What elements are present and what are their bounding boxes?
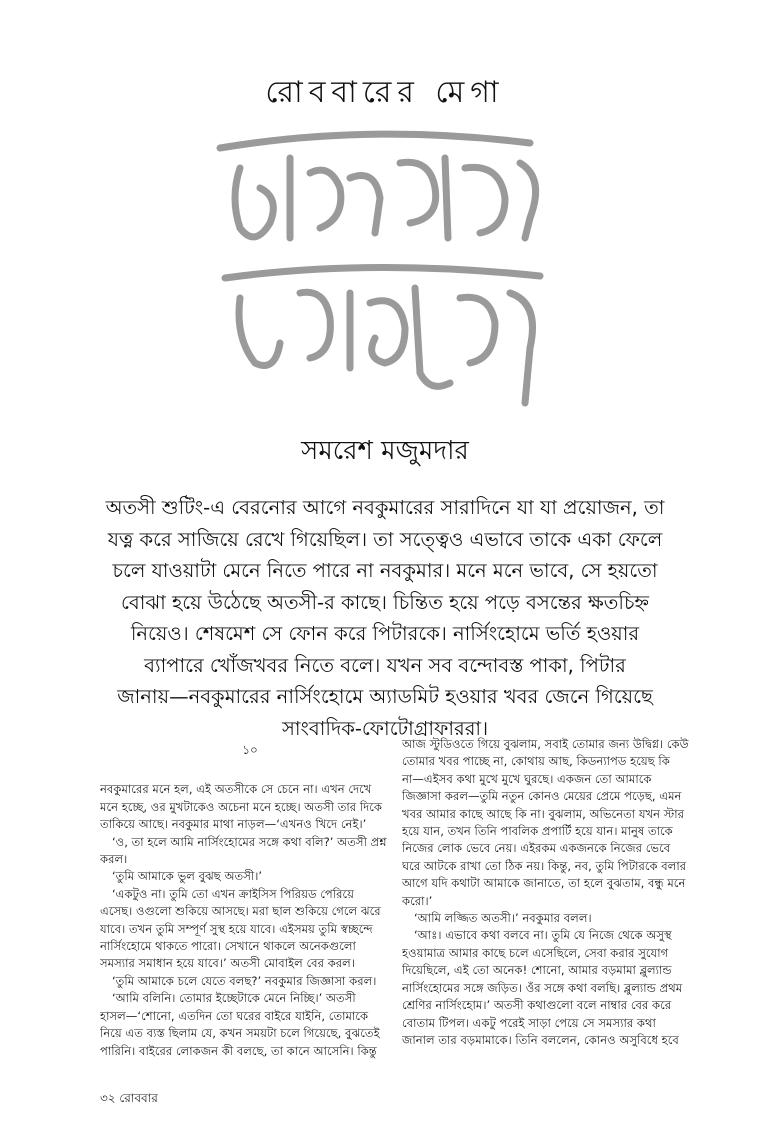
text-line: খবর আমার কাছে আছে কি না। বুঝলাম, অভিনেতা যখন স্টার [402, 806, 684, 821]
text-line: ‘আমি বলিনি। তোমার ইচ্ছেটাকে মেনে নিচ্ছি।’ অতসী [112, 991, 356, 1006]
text-line: ‘একটুও না। তুমি তো এখন ক্রাইসিস পিরিয়ড পেরিয়ে [112, 886, 354, 901]
text-line: ‘তুমি আমাকে চলে যেতে বলছ?’ নবকুমার জিজ্ঞাসা করল। [112, 973, 377, 988]
chapter-number: ১০ [242, 743, 258, 757]
text-line: করল। [100, 852, 128, 867]
text-line: না—এইসব কথা মুখে মুখে ঘুরছে। একজন তো আমাকে [402, 771, 652, 786]
text-line: ঘরে আটকে রাখা তো ঠিক নয়। কিন্তু, নব, তুমি পিটারকে বলার [402, 858, 687, 873]
text-line: হওয়ামাত্র আমার কাছে চলে এসেছিলে, সেবা করার সুযোগ [402, 945, 669, 960]
text-line: বোঝা হয়ে উঠেছে অতসী-র কাছে। চিন্তিত হয়ে পড়ে বসন্তের ক্ষতচিহ্ন [120, 590, 650, 614]
text-line: ‘ও, তা হলে আমি নার্সিংহোমের সঙ্গে কথা বলি?’ অতসী প্রশ্ন [112, 834, 387, 849]
right-column [402, 736, 702, 1049]
kicker: রোববারের মেগা [265, 75, 505, 110]
calligraphic-title-graphic [200, 118, 570, 418]
text-line: ‘আঃ। এভাবে কথা বলবে না। তুমি যে নিজে থেকে অসুস্থ [414, 928, 672, 943]
title-text [0, 200, 770, 201]
title-art [200, 118, 570, 418]
text-line: জানায়—নবকুমারের নার্সিংহোমে অ্যাডমিট হওয়ার খবর জেনে গিয়েছে [117, 685, 653, 708]
text-line: ব্যাপারে খোঁজখবর নিতে বলে। যখন সব বন্দোবস্ত পাকা, পিটার [144, 653, 626, 677]
text-line: এসেছ। ওগুলো শুকিয়ে আসছে। মরা ছাল শুকিয়ে গেলে ঝরে [100, 904, 381, 919]
text-line: অতসী শুটিং-এ বেরনোর আগে নবকুমারের সারাদিনে যা যা প্রয়োজন, তা [105, 496, 665, 519]
text-line: নবকুমারের মনে হল, এই অতসীকে সে চেনে না। এখন দেখে [100, 782, 372, 797]
text-line: নার্সিংহোমের সঙ্গে জড়িত। ওঁর সঙ্গে কথা বলছি। ব্লুল্যান্ড প্রথম [402, 980, 683, 995]
text-line: ‘তুমি আমাকে ভুল বুঝছ অতসী।’ [112, 869, 263, 884]
text-line: হাসল—‘শোনো, এতদিন তো ঘরের বাইরে যাইনি, তোমাকে [100, 1008, 369, 1023]
text-line: হয়ে যান, তখন তিনি পাবলিক প্রপার্টি হয়ে যান। মানুষ তাকে [402, 824, 673, 839]
text-line: পারিনি। বাইরের লোকজন কী বলছে, তা কানে আসেনি। কিন্তু [100, 1043, 377, 1058]
author-byline: সমরেশ মজুমদার [301, 436, 469, 466]
text-line: মনে হচ্ছে, ওর মুখটাকেও অচেনা মনে হচ্ছে। অতসী তার দিকে [100, 799, 382, 814]
text-line: নার্সিংহোমে থাকতে পারো। সেখানে থাকলে অনেকগুলো [100, 939, 356, 954]
text-line: করো।’ [402, 893, 433, 908]
text-line: সমস্যার সমাধান হয়ে যাবে।’ অতসী মোবাইল বের করল। [100, 956, 355, 971]
text-line: শ্রেণির নার্সিংহোম।’ অতসী কথাগুলো বলে নাম্বার বের করে [402, 998, 672, 1013]
text-line: ‘আমি লজ্জিত অতসী।’ নবকুমার বলল। [414, 911, 592, 926]
text-line: সাংবাদিক-ফোটোগ্রাফাররা। [281, 716, 489, 740]
text-line: নিয়েও। শেষমেশ সে ফোন করে পিটারকে। নার্সিংহোমে ভর্তি হওয়ার [130, 622, 640, 645]
text-line: তোমার খবর পাচ্ছে না, কোথায় আছ, কিডন্যাপড হয়েছ কি [402, 754, 670, 769]
left-column [100, 742, 400, 1060]
intro-paragraph [88, 492, 682, 744]
text-line: চলে যাওয়াটা মেনে নিতে পারে না নবকুমার। মনে মনে ভাবে, সে হয়তো [112, 559, 658, 582]
page-folio: ৩২ রোববার [100, 1091, 158, 1105]
text-line: যাবে। তখন তুমি সম্পূর্ণ সুস্থ হয়ে যাবে। এইসময় তুমি স্বচ্ছন্দে [100, 921, 373, 936]
text-line: জিজ্ঞাসা করল—তুমি নতুন কোনও মেয়ের প্রেমে পড়েছ, এমন [402, 789, 682, 804]
text-line: নিজের লোক ভেবে নেয়। এইরকম একজনকে নিজের ভেবে [402, 841, 671, 856]
text-line: জানাল তার বড়মামাকে। তিনি বললেন, কোনও অসুবিধে হবে [402, 1032, 679, 1047]
text-line: নিয়ে এত ব্যস্ত ছিলাম যে, কখন সময়টা চলে গিয়েছে, বুঝতেই [100, 1026, 380, 1041]
text-line: যত্ন করে সাজিয়ে রেখে গিয়েছিল। তা সত্ত্বেও এভাবে তাকে একা ফেলে [107, 527, 663, 551]
text-line: দিয়েছিলে, এই তো অনেক! শোনো, আমার বড়মামা ব্লুল্যান্ড [402, 963, 672, 978]
text-line: তাকিয়ে আছে। নবকুমার মাথা নাড়ল—‘এখনও খিদে নেই।’ [100, 817, 367, 832]
text-line: আজ স্টুডিওতে গিয়ে বুঝলাম, সবাই তোমার জন্য উদ্বিগ্ন। কেউ [402, 737, 689, 751]
text-line: আগে যদি কথাটা আমাকে জানাতে, তা হলে বুঝতাম, বন্ধু মনে [402, 876, 686, 891]
text-line: বোতাম টিপল। একটু পরেই সাড়া পেয়ে সে সমস্যার কথা [402, 1015, 656, 1030]
